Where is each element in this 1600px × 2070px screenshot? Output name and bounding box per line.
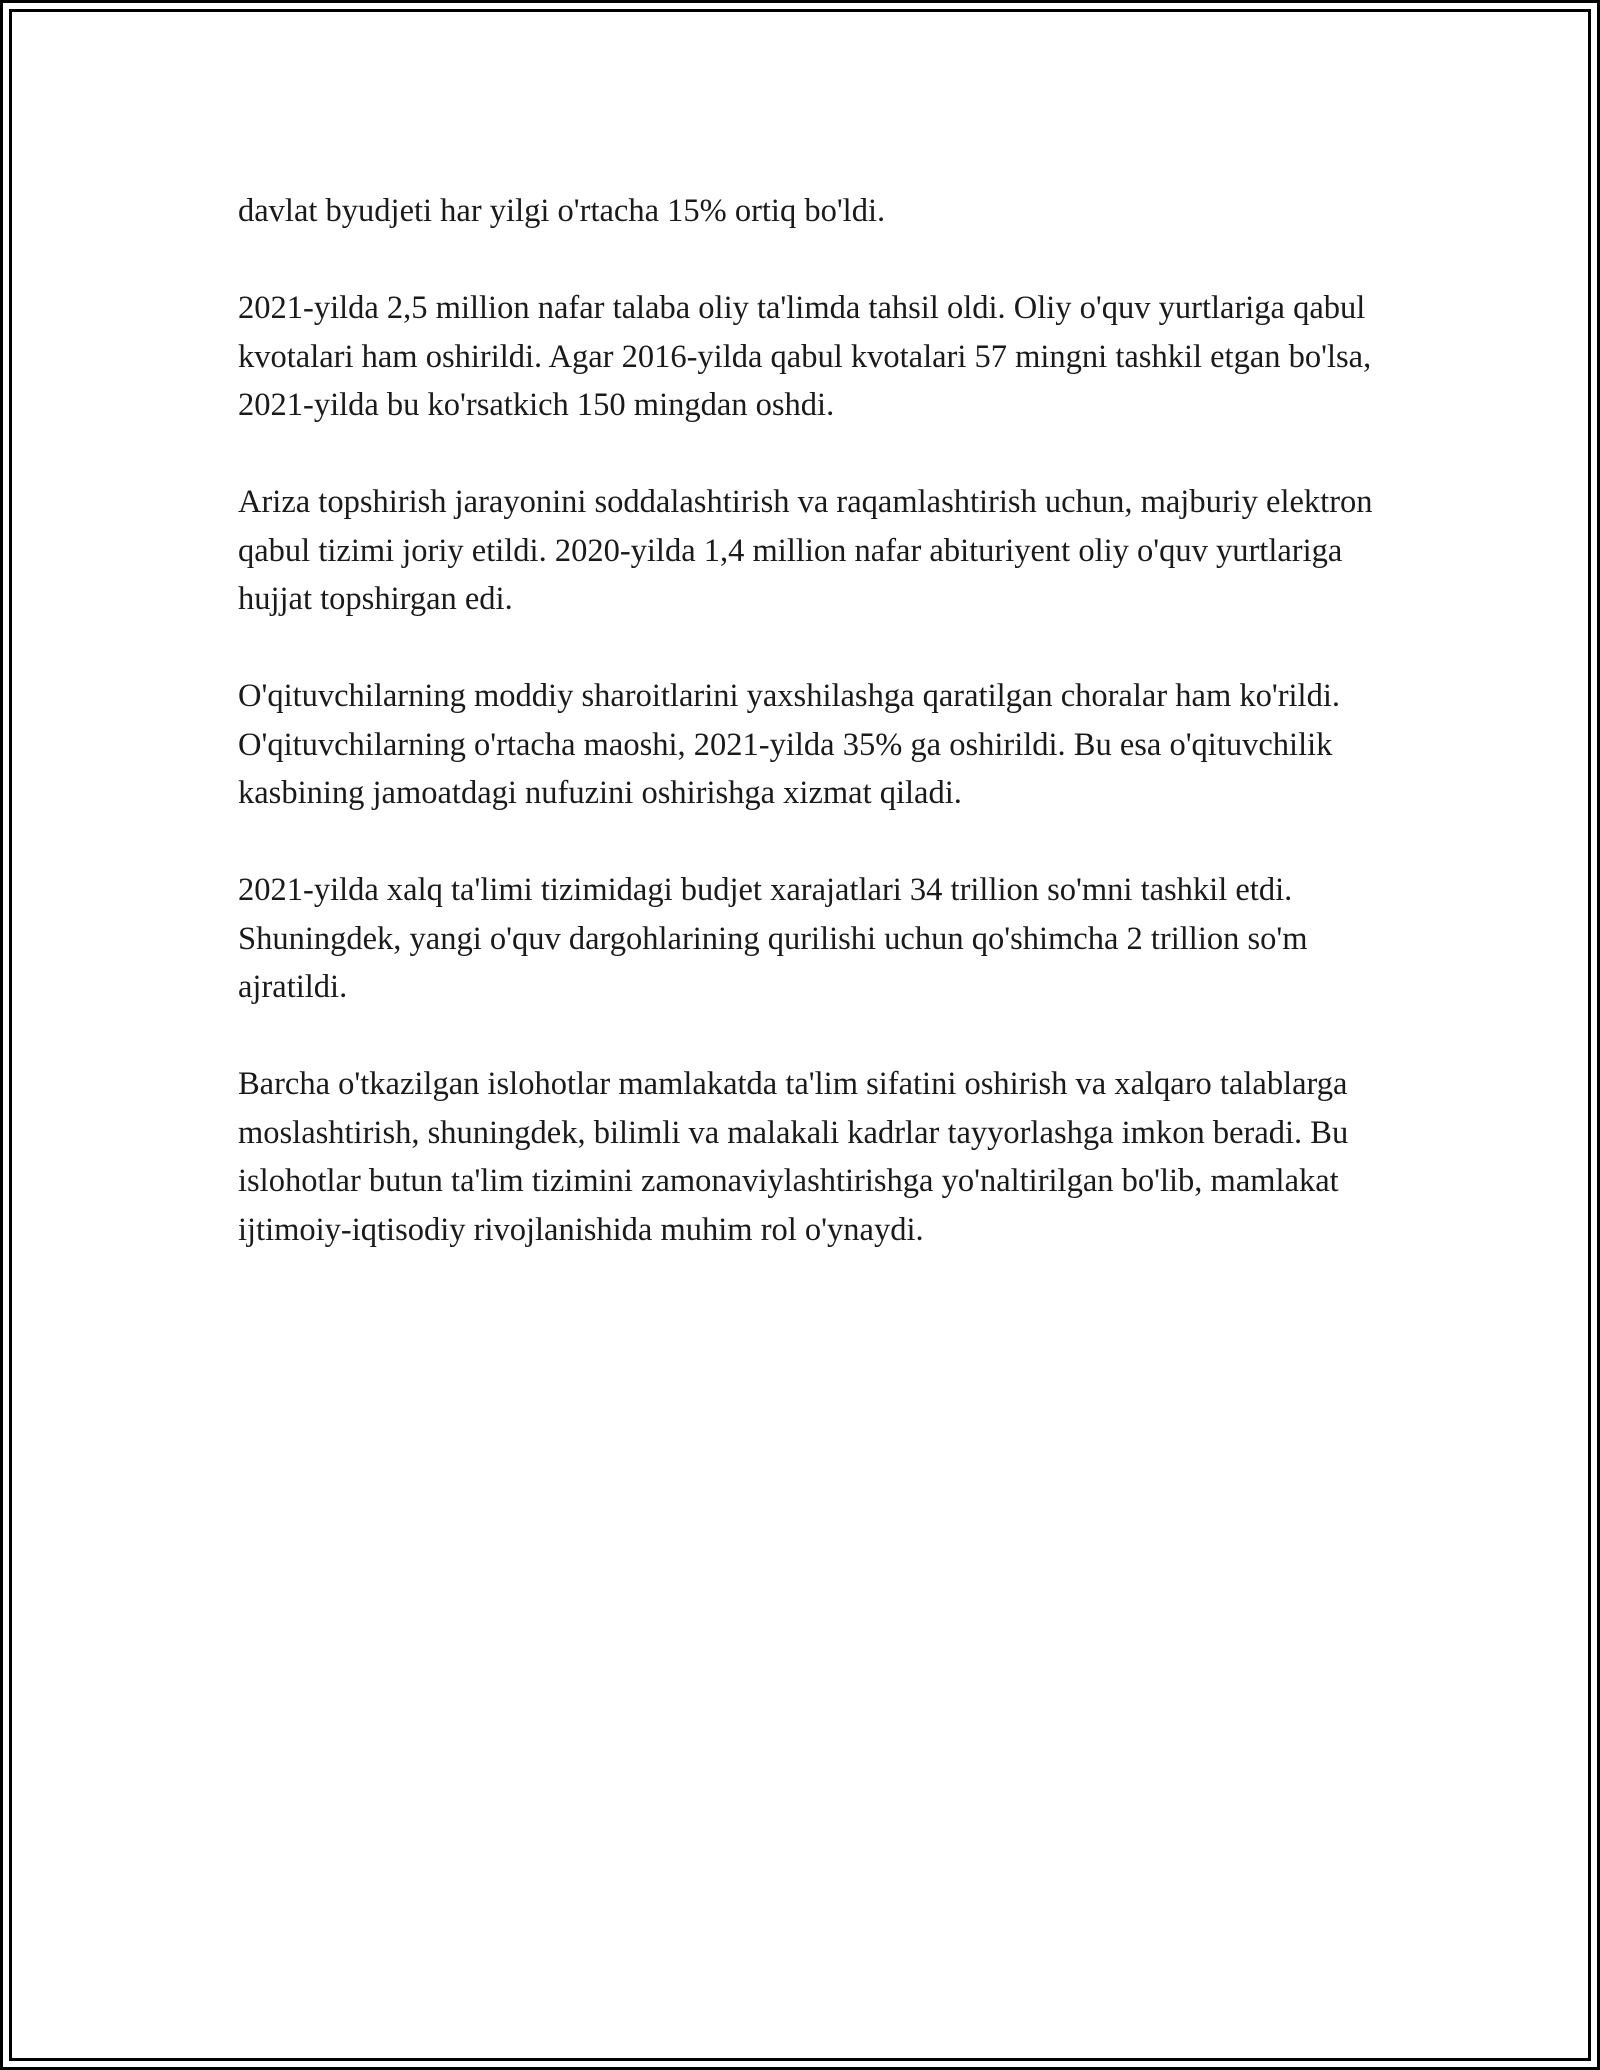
paragraph-reform-summary: Barcha o'tkazilgan islohotlar mamlakatda ta'lim sifatini oshirish va xalqaro talablarga moslashtirish, shuningdek, bilimli va malakali kadrlar tayyorlashga imkon beradi. Bu islohotlar butun ta'lim tizimini zamonaviylashtirishga yo'naltirilgan bo'lib, mamlakat ijtimoiy-iqtisodiy rivojlanishida muhim rol o'ynaydi. <box>238 1066 1349 1248</box>
paragraph-education-spending: 2021-yilda xalq ta'limi tizimidagi budjet xarajatlari 34 trillion so'mni tashkil etdi. Shuningdek, yangi o'quv dargohlarining qurilishi uchun qo'shimcha 2 trillion so'm ajratildi. <box>238 872 1308 1005</box>
paragraph-teacher-salaries: O'qituvchilarning moddiy sharoitlarini yaxshilashga qaratilgan choralar ham ko'rildi. O'qituvchilarning o'rtacha maoshi, 2021-yilda 35% ga oshirildi. Bu esa o'qituvchilik kasbining jamoatdagi nufuzini oshirishga xizmat qiladi. <box>238 678 1340 811</box>
paragraph-students-quotas: 2021-yilda 2,5 million nafar talaba oliy ta'limda tahsil oldi. Oliy o'quv yurtlariga qabul kvotalari ham oshirildi. Agar 2016-yilda qabul kvotalari 57 mingni tashkil etgan bo'lsa, 2021-yilda bu ko'rsatkich 150 mingdan oshdi. <box>238 290 1372 423</box>
document-body <box>238 187 1373 1254</box>
paragraph-budget-growth: davlat byudjeti har yilgi o'rtacha 15% ortiq bo'ldi. <box>238 193 886 229</box>
paragraph-electronic-admission: Ariza topshirish jarayonini soddalashtirish va raqamlashtirish uchun, majburiy elektron qabul tizimi joriy etildi. 2020-yilda 1,4 million nafar abituriyent oliy o'quv yurtlariga hujjat topshirgan edi. <box>238 484 1373 617</box>
